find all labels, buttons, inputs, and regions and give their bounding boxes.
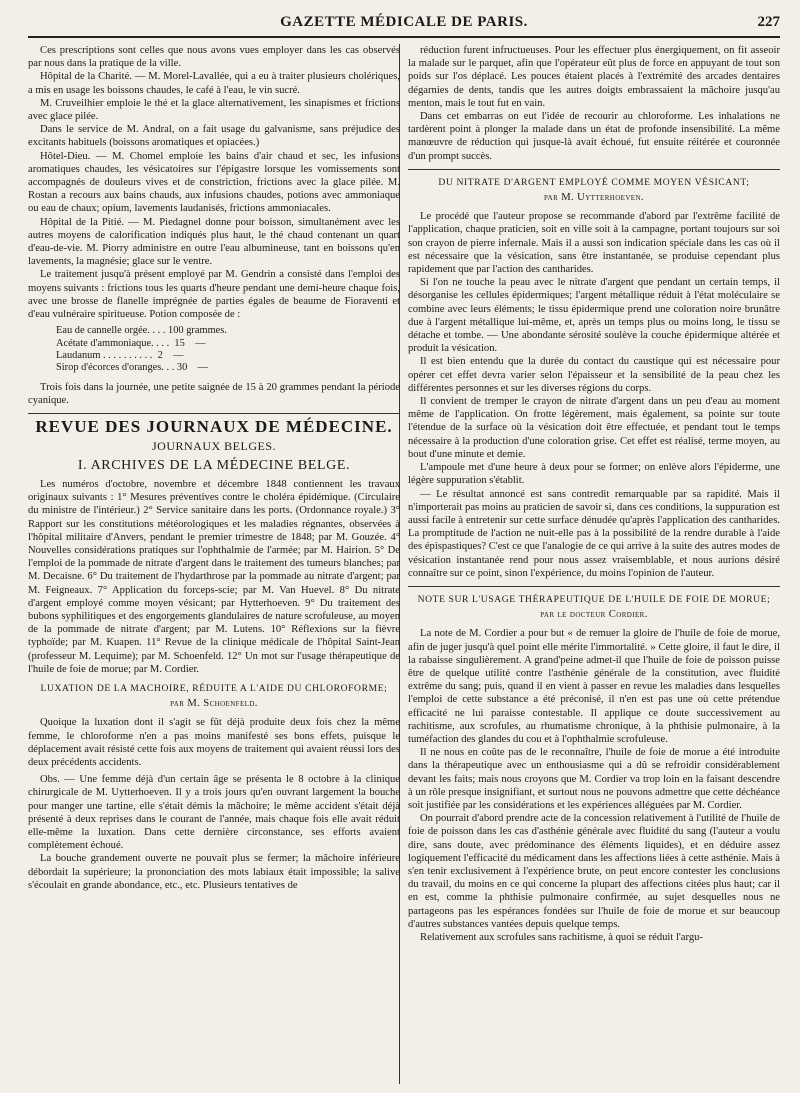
paragraph-pitie: Hôpital de la Pitié. — M. Piedagnel donne pour boisson, simultanément avec les autres moyens de calorification indiqués plus haut, le thé chaud contenant un quart d'eau-de-vie. M. Piorry administre en outre l'eau albumineuse, tant en boissons qu'en lavements, la magnésie; glace sur le ventre. xyxy=(28,216,400,268)
page-header xyxy=(28,14,780,38)
paragraph: Dans le service de M. Andral, on a fait usage du galvanisme, sans préjudice des excitants habituels (boissons aromatiques et opiacées.) xyxy=(28,124,400,149)
paragraph: Il est bien entendu que la durée du contact du caustique qui est nécessaire pour opérer cet effet devra varier selon l'épaisseur et la sensibilité de la peau chez les différentes personnes et sur les diverses régions du corps. xyxy=(408,356,780,394)
paragraph: Quoique la luxation dont il s'agit se fût déjà produite deux fois chez la même femme, le chloroforme n'en a pas moins manifesté ses bons effets, puisque le déplacement avait résisté cette fois aux moyens de traitement qui avaient réussi lors des deux précédents accidents. xyxy=(28,717,400,768)
paragraph: Le traitement jusqu'à présent employé par M. Gendrin a consisté dans l'emploi des moyens suivants : frictions tous les quarts d'heure pendant une demi-heure chaque fois, avec une brosse de flanelle imprégnée de parties égales de beaume de Fioraventi et d'eau vulnéraire spiritueuse. Potion composée de : xyxy=(28,269,400,321)
article-heading: DU NITRATE D'ARGENT EMPLOYÉ COMME MOYEN VÉSICANT; xyxy=(438,176,750,188)
right-column xyxy=(408,44,780,1084)
paragraph: réduction furent infructueuses. Pour les effectuer plus énergiquement, on fit asseoir la malade sur le parquet, afin que l'opérateur eût plus de force en appuyant de tout son poids sur l'os déplacé. Les pouces étaient placés à l'extrémité des arcades dentaires dégarnies de dents, tandis que les autres doigts embrassaient la mâchoire jusqu'au menton, mais le tout fut en vain. xyxy=(408,45,780,109)
paragraph: Il ne nous en coûte pas de le reconnaître, l'huile de foie de morue a été introduite dans la thérapeutique avec un enthousiasme qui a dû se refroidir considérablement devant les faits; mais nous croyons que M. Cordier va trop loin en la faisant descendre à un rôle presque insignifiant, et surtout nous ne pouvons admettre que cette déchéance soit justifiée par les considérations et les expériences alléguées par M. Cordier. xyxy=(408,747,780,811)
left-column xyxy=(28,44,400,1084)
paragraph-charite: Hôpital de la Charité. — M. Morel-Lavallée, qui a eu à traiter plusieurs cholériques, a mis en usage les boissons chaudes, le café à l'eau, le vin sucré. xyxy=(28,71,400,96)
paragraph: L'ampoule met d'une heure à deux pour se former; on enlève alors l'épiderme, une légère suppuration s'établit. xyxy=(408,462,780,487)
article-byline: par le docteur Cordier. xyxy=(540,609,648,621)
recipe-line: Laudanum . . . . . . . . . . 2 — xyxy=(56,350,184,362)
archives-heading: I. ARCHIVES DE LA MÉDECINE BELGE. xyxy=(77,457,351,473)
review-heading: REVUE DES JOURNAUX DE MÉDECINE. xyxy=(35,417,393,437)
page-number: 227 xyxy=(757,14,780,30)
section-divider xyxy=(408,169,780,170)
paragraph: La bouche grandement ouverte ne pouvait plus se fermer; la mâchoire inférieure débordait la supérieure; la prononciation des mots labiaux était impossible; la salive s'écoulait en grande abondance, etc., etc. Plusieurs tentatives de xyxy=(28,853,400,891)
article-byline: par M. Uytterhoeven. xyxy=(544,192,644,204)
article-byline: par M. Schoenfeld. xyxy=(170,698,258,710)
paragraph-hotel-dieu: Hôtel-Dieu. — M. Chomel emploie les bains d'air chaud et sec, les infusions aromatiques chaudes, les vésicatoires sur l'épigastre lorsque les vomissements sont accompagnés de douleurs vives et de constriction, frictions avec la glace pilée. M. Rostan a recours aux bains chauds, aux infusions chaudes, potions avec ammoniaque ou eau de chaux; opium, lavements laudanisés, frictions ammoniacales. xyxy=(28,150,400,215)
journal-title: GAZETTE MÉDICALE DE PARIS. xyxy=(280,14,528,30)
paragraph: Si l'on ne touche la peau avec le nitrate d'argent que pendant un certain temps, il désorganise les cellules épidermiques; l'argent métallique réduit à l'état moléculaire se combine avec leurs éléments; le tissu épidermique prend une coloration noire brunâtre due à l'argent métallique lui-même, et, après un temps plus ou moins long, le tissu se détache et tombe. — Une abondante sérosité soulève la couche épidermique altérée et produit la vésication. xyxy=(408,277,780,355)
paragraph: Le procédé que l'auteur propose se recommande d'abord par l'extrême facilité de l'application, chaque praticien, soit en ville soit à la campagne, portant toujours sur soi son crayon de pierre infernale. Mais il a aussi son indication spéciale dans les cas où il est nécessaire que la vésication, sans être instantanée, se produise cependant plus rapidement que par l'action des cantharides. xyxy=(408,211,780,276)
recipe-line: Acétate d'ammoniaque. . . . 15 — xyxy=(56,337,206,349)
paragraph: Dans cet embarras on eut l'idée de recourir au chloroforme. Les inhalations ne tardèrent point à plonger la malade dans un état de profonde insensibilité. La même manœuvre de réduction qui jusque-là avait échoué, fut ensuite réitérée et couronnée d'un prompt succès. xyxy=(408,111,780,162)
recipe-line: Sirop d'écorces d'oranges. . . 30 — xyxy=(56,362,209,374)
recipe-line: Eau de cannelle orgée. . . . 100 grammes. xyxy=(56,325,227,337)
paragraph: La note de M. Cordier a pour but « de remuer la gloire de l'huile de foie de morue, afin de juger jusqu'à quel point elle mérite l'immortalité. » Cette gloire, il faut le dire, il la rabaisse singulièrement. A grand'peine admet-il que l'huile de foie de poisson puisse être de quelque utilité contre l'asthénie générale de la constitution, avec fluidité extrême du sang; puis, quand il en vient à passer en revue les maladies dans lesquelles l'emploi de cette substance a été préconisé, il n'en est pas une où cette prétendue efficacité ne lui paraisse contestable. Il applique ce doute successivement au rachitisme, aux scrofules, au rhumatisme chronique, à la phthisie pulmonaire, à la tuméfaction des glandes du cou et à l'ophthalmie scrofuleuse. xyxy=(408,628,780,745)
paragraph: Il convient de tremper le crayon de nitrate d'argent dans un peu d'eau au moment même de l'application. On frotte légèrement, mais également, sa pointe sur toute l'étendue de la surface où la vésication doit être effectuée, et pendant tout le temps nécessaire à la production d'une coloration grise. Cet effet est réalisé, terme moyen, au bout d'une minute et demie. xyxy=(408,396,780,460)
paragraph: — Le résultat annoncé est sans contredit remarquable par sa rapidité. Mais il n'importerait pas moins au praticien de savoir si, dans ces conditions, la suppuration est aussi facile à entretenir sur cette surface dénudée qu'après l'application des cantharides. La promptitude de l'action ne nuit-elle pas à la possibilité de la rendre durable à l'aide des épispastiques? C'est ce que l'analogie de ce qui arrive à la suite des autres modes de vésication instantanée rend pour nous assez vraisemblable, et nous aurions désiré connaître sur ce point, sinon l'expérience, du moins l'opinion de l'auteur. xyxy=(408,488,780,579)
article-heading: NOTE SUR L'USAGE THÉRAPEUTIQUE DE L'HUILE DE FOIE DE MORUE; xyxy=(417,593,771,605)
section-divider xyxy=(28,413,400,414)
section-divider xyxy=(408,586,780,587)
paragraph: M. Cruveilhier emploie le thé et la glace alternativement, les sinapismes et frictions avec glace pilée. xyxy=(28,97,400,123)
journals-subheading: JOURNAUX BELGES. xyxy=(151,438,276,453)
paragraph: Ces prescriptions sont celles que nous avons vues employer dans les cas observés par nous dans la pratique de la ville. xyxy=(28,45,400,70)
article-heading: LUXATION DE LA MACHOIRE, RÉDUITE A L'AIDE DU CHLOROFORME; xyxy=(40,682,388,694)
paragraph-observation: Obs. — Une femme déjà d'un certain âge se présenta le 8 octobre à la clinique chirurgicale de M. Uytterhoeven. Il y a trois jours qu'en ouvrant largement la bouche pour manger une tartine, elle s'était démis la mâchoire; le même accident s'était déjà présenté à deux reprises dans le courant de l'année, mais chaque fois elle avait réduit elle-même la luxation. Dans cette dernière circonstance, ses efforts avaient complètement échoué. xyxy=(28,774,400,852)
paragraph: Trois fois dans la journée, une petite saignée de 15 à 20 grammes pendant la période cyanique. xyxy=(28,381,400,407)
paragraph: Relativement aux scrofules sans rachitisme, à quoi se réduit l'argu- xyxy=(420,932,703,943)
paragraph: Les numéros d'octobre, novembre et décembre 1848 contiennent les travaux originaux suivants : 1° Mesures préventives contre le choléra épidémique. (Circulaire du ministre de l'intérieur.) 2° Service sanitaire dans les ports. (Ordonnance royale.) 3° Rapport sur les constitutions météorologiques et les maladies régnantes, observées à l'hôpital militaire d'Anvers, pendant le premier trimestre de 1848; par M. Gouzée. 4° Nouvelles considérations pratiques sur l'ophthalmie de l'armée; par M. Hairion. 5° De l'emploi de la pommade de nitrate d'argent dans le traitement des tumeurs blanches; par M. Decaisne. 6° Du traitement de l'hydarthrose par la pommade au nitrate d'argent; par M. Feigneaux. 7° Application du forceps-scie; par M. Van Huevel. 8° Du nitrate d'argent employé comme moyen vésicant; par Hytterhoeven. 9° Du traitement des bubons syphilitiques et des engorgements glandulaires de nature scrofuleuse, au moyen de la pommade de nitrate d'argent; par M. Lutens. 10° Réflexions sur la fièvre typhoïde; par M. Kuapen. 11° Revue de la clinique médicale de l'hôpital Saint-Jean (professeur M. Lequime); par M. Schoenfeld. 12° Un mot sur l'usage thérapeutique de l'huile de foie de morue; par M. Cordier. xyxy=(28,478,400,675)
recipe-list xyxy=(56,325,400,375)
paragraph: On pourrait d'abord prendre acte de la concession relativement à l'utilité de l'huile de foie de poisson dans les cas d'asthénie générale avec fluidité du sang (l'auteur a voulu dire, sans doute, avec prédominance des éléments liquides), et en déduire assez logiquement l'efficacité du médicament dans les affections liées à cette asthénie. Mais à s'en tenir exclusivement à l'expérience brute, on peut encore contester les conclusions du travail, du moins en ce qui concerne la plupart des affections citées plus haut; car il en est, comme la phthisie pulmonaire confirmée, au sujet desquelles nous ne partageons pas les espérances fondées sur l'huile de foie de morue et sur beaucoup d'autres substances vantées depuis quelque temps. xyxy=(408,813,780,930)
